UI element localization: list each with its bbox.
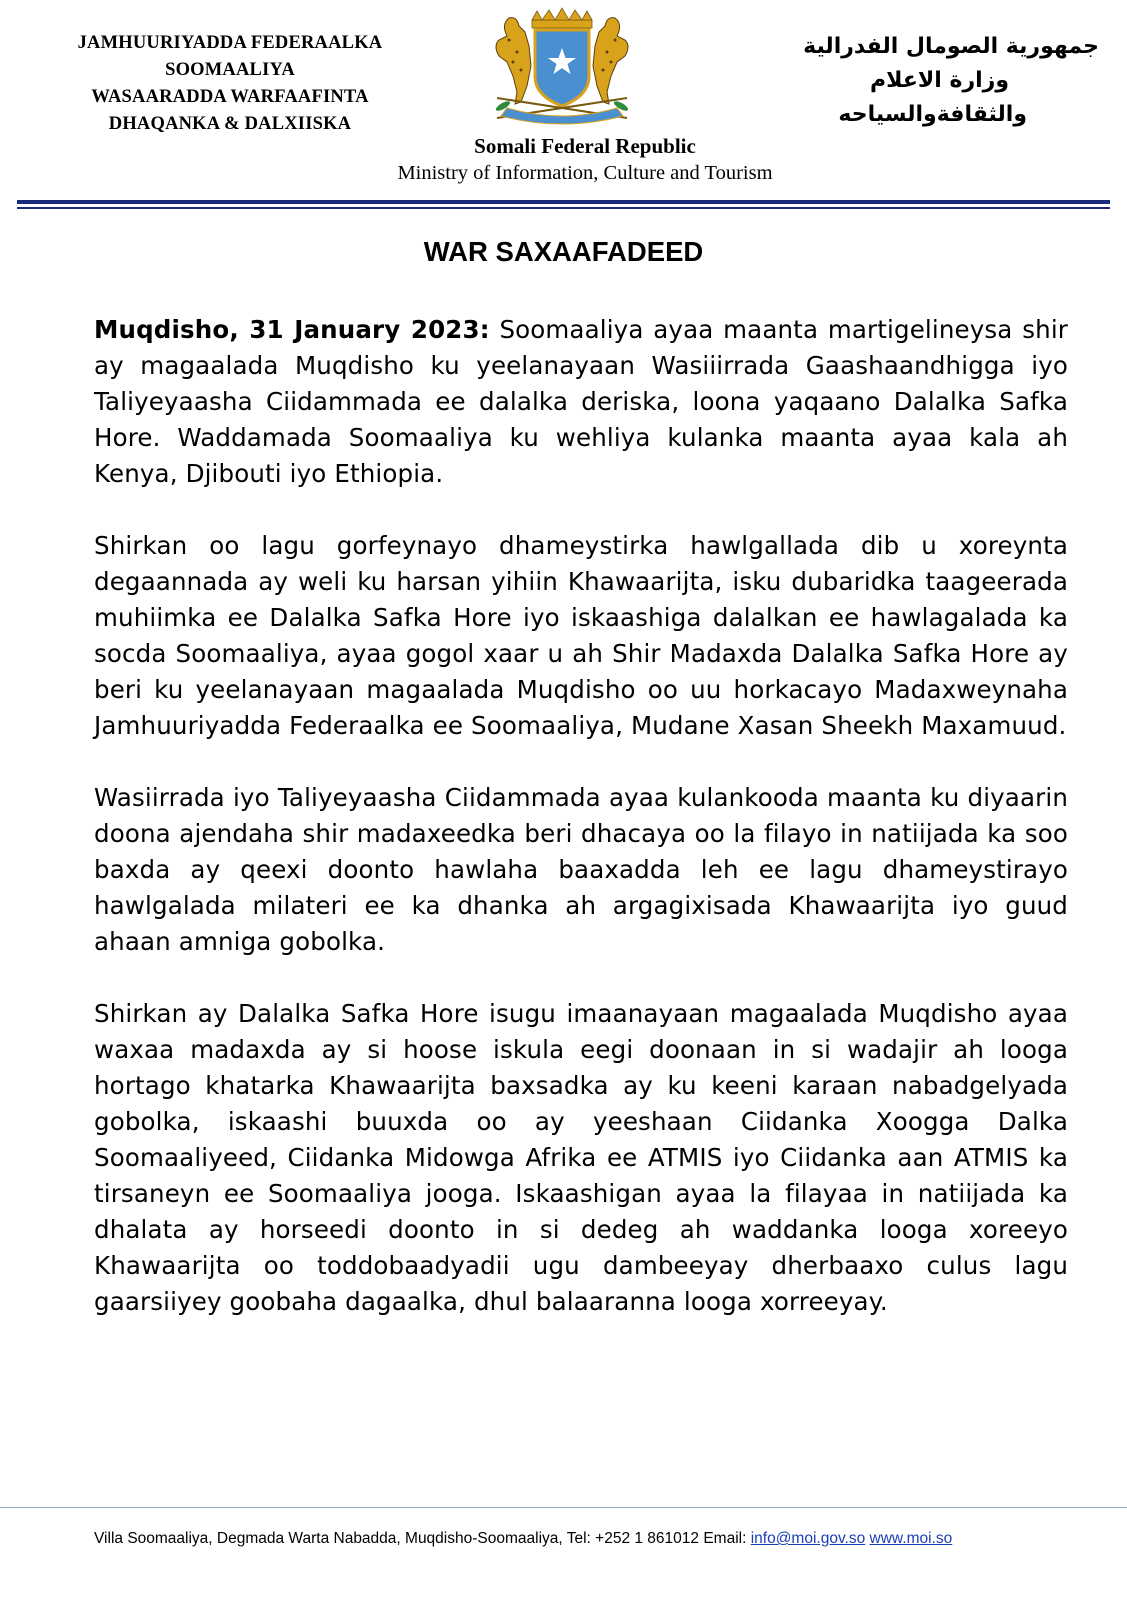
press-release-body — [94, 312, 1068, 1356]
footer-address: Villa Soomaaliya, Degmada Warta Nabadda, Muqdisho-Soomaaliya, Tel: +252 1 861012 Email: — [94, 1530, 751, 1547]
paragraph-1 — [94, 312, 1068, 492]
header-right-line: والثقافةوالسياحه — [838, 102, 1027, 127]
paragraph-3: Wasiirrada iyo Taliyeyaasha Ciidammada ayaa kulankooda maanta ku diyaarin doona ajendaha shir madaxeedka beri dhacaya oo la filayo in natiijada ka soo baxda ay qeexi doonto hawlaha baaxadda leh ee lagu dhameystirayo hawlgalada milateri ee ka dhanka ah argagixisada Khawaarijta iyo guud ahaan amniga gobolka. — [94, 783, 1068, 956]
website-link[interactable]: www.moi.so — [869, 1530, 953, 1547]
header-left-block — [40, 30, 420, 138]
paragraph-1-text: Soomaaliya ayaa maanta martigelineysa shir ay magaalada Muqdisho ku yeelanayaan Wasiiirrada Gaashaandhigga iyo Taliyeyaasha Ciidammada ee dalalka deriska, loona yaqaano Dalalka Safka Hore. Waddamada Soomaaliya ku wehliya kulanka maanta ayaa kala ah Kenya, Djibouti iyo Ethiopia. — [94, 315, 1068, 488]
header-divider-thick — [17, 200, 1110, 204]
header-left-line: WASAARADDA WARFAAFINTA — [91, 87, 369, 107]
header-divider-thin — [17, 207, 1110, 209]
document-title: WAR SAXAAFADEED — [423, 236, 704, 267]
center-title: Somali Federal Republic — [474, 134, 696, 158]
header-left-line: SOOMAALIYA — [165, 60, 295, 80]
header-left-line: DHAQANKA & DALXIISKA — [108, 114, 352, 134]
paragraph-2: Shirkan oo lagu gorfeynayo dhameystirka hawlgallada dib u xoreynta degaannada ay weli ku harsan yihiin Khawaarijta, isku dubaridka taageerada muhiimka ee Dalalka Safka Hore iyo iskaashiga dalalkan ee hawlagalada ka socda Soomaaliya, ayaa gogol xaar u ah Shir Madaxda Dalalka Safka Hore ay beri ku yeelanayaan magaalada Muqdisho oo uu horkacayo Madaxweynaha Jamhuuriyadda Federaalka ee Soomaaliya, Mudane Xasan Sheekh Maxamuud. — [94, 531, 1068, 740]
somalia-coat-of-arms-icon — [477, 6, 647, 126]
header-right-line: جمهورية الصومال الفدرالية — [803, 34, 1099, 59]
footer-divider — [0, 1507, 1127, 1508]
dateline: Muqdisho, 31 January 2023: — [94, 315, 490, 344]
header-right-block — [759, 30, 1099, 132]
center-subtitle: Ministry of Information, Culture and Tourism — [397, 162, 773, 184]
paragraph-4: Shirkan ay Dalalka Safka Hore isugu imaanayaan magaalada Muqdisho ayaa waxaa madaxda ay si hoose iskula eegi doonaan in si wadajir ah looga hortago khatarka Khawaarijta baxsadka ay ku keeni karaan nabadgelyada gobolka, iskaashi buuxda oo ay yeeshaan Ciidanka Xoogga Dalka Soomaaliyeed, Ciidanka Midowga Afrika ee ATMIS iyo Ciidanka aan ATMIS ka tirsaneyn ee Soomaaliya jooga. Iskaashigan ayaa la filayaa in natiijada ka dhalata ay horseedi doonto in si dedeg ah waddanka looga xoreeyo Khawaarijta oo toddobaadyadii ugu dambeeyay dherbaaxo culus lagu gaarsiiyey goobaha dagaalka, dhul balaaranna looga xorreeyay. — [94, 999, 1068, 1316]
header-left-line: JAMHUURIYADDA FEDERAALKA — [77, 33, 383, 53]
email-link[interactable]: info@moi.gov.so — [750, 1530, 866, 1547]
footer — [94, 1530, 1094, 1548]
header-right-line: وزارة الاعلام — [870, 68, 1009, 93]
